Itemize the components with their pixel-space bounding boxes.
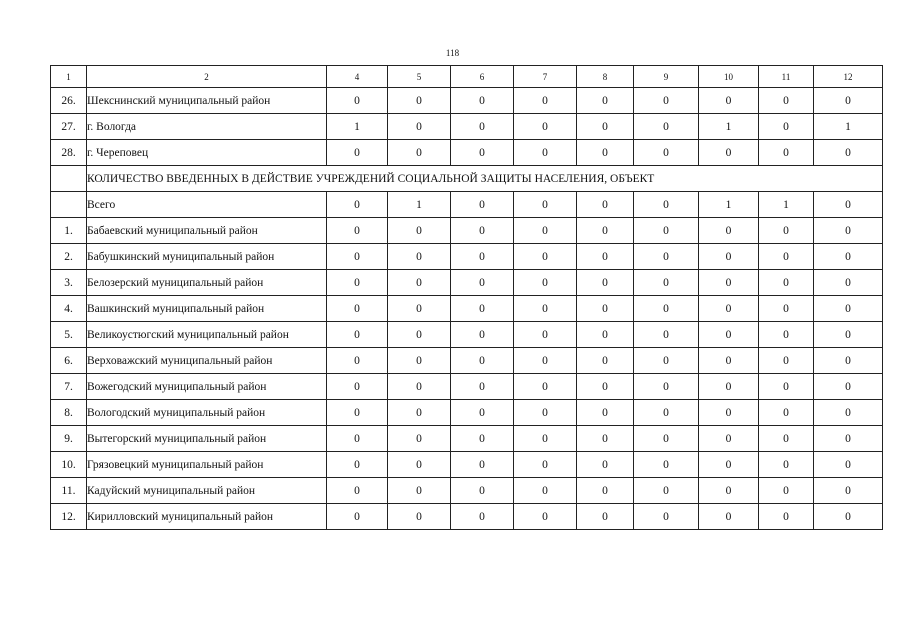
row-index: 2. xyxy=(51,244,87,270)
value-cell: 0 xyxy=(327,478,388,504)
column-header: 4 xyxy=(327,66,388,88)
value-cell: 0 xyxy=(699,374,759,400)
value-cell: 0 xyxy=(388,322,451,348)
value-cell: 0 xyxy=(634,296,699,322)
value-cell: 0 xyxy=(814,140,883,166)
value-cell: 0 xyxy=(634,140,699,166)
value-cell: 1 xyxy=(814,114,883,140)
value-cell: 0 xyxy=(514,504,577,530)
column-header: 12 xyxy=(814,66,883,88)
column-header: 10 xyxy=(699,66,759,88)
district-name: г. Вологда xyxy=(87,114,327,140)
value-cell: 0 xyxy=(451,374,514,400)
value-cell: 0 xyxy=(814,322,883,348)
row-index: 10. xyxy=(51,452,87,478)
value-cell: 0 xyxy=(634,322,699,348)
value-cell: 0 xyxy=(451,322,514,348)
value-cell: 0 xyxy=(634,270,699,296)
value-cell: 0 xyxy=(759,348,814,374)
district-name: Кадуйский муниципальный район xyxy=(87,478,327,504)
value-cell: 0 xyxy=(699,348,759,374)
table-row xyxy=(51,374,883,400)
value-cell: 0 xyxy=(388,244,451,270)
value-cell: 0 xyxy=(327,400,388,426)
district-name: Всего xyxy=(87,192,327,218)
value-cell: 0 xyxy=(634,452,699,478)
value-cell: 0 xyxy=(327,374,388,400)
value-cell: 0 xyxy=(634,504,699,530)
value-cell: 0 xyxy=(451,88,514,114)
value-cell: 0 xyxy=(327,296,388,322)
table-row xyxy=(51,400,883,426)
value-cell: 1 xyxy=(759,192,814,218)
section-title: КОЛИЧЕСТВО ВВЕДЕННЫХ В ДЕЙСТВИЕ УЧРЕЖДЕНИЙ СОЦИАЛЬНОЙ ЗАЩИТЫ НАСЕЛЕНИЯ, ОБЪЕКТ xyxy=(87,166,883,192)
column-number-header-row xyxy=(51,66,883,88)
row-index: 4. xyxy=(51,296,87,322)
value-cell: 0 xyxy=(451,192,514,218)
district-name: Грязовецкий муниципальный район xyxy=(87,452,327,478)
value-cell: 0 xyxy=(327,348,388,374)
value-cell: 0 xyxy=(577,140,634,166)
value-cell: 0 xyxy=(759,400,814,426)
value-cell: 0 xyxy=(814,348,883,374)
value-cell: 0 xyxy=(388,88,451,114)
table-row xyxy=(51,244,883,270)
table-row xyxy=(51,114,883,140)
value-cell: 0 xyxy=(451,426,514,452)
value-cell: 0 xyxy=(327,270,388,296)
value-cell: 0 xyxy=(514,296,577,322)
total-row xyxy=(51,192,883,218)
statistics-table xyxy=(50,65,883,530)
column-header: 8 xyxy=(577,66,634,88)
row-index: 26. xyxy=(51,88,87,114)
value-cell: 0 xyxy=(388,140,451,166)
table-row xyxy=(51,140,883,166)
value-cell: 0 xyxy=(634,374,699,400)
value-cell: 0 xyxy=(759,478,814,504)
row-index: 8. xyxy=(51,400,87,426)
table-row xyxy=(51,504,883,530)
district-name: Бабушкинский муниципальный район xyxy=(87,244,327,270)
value-cell: 0 xyxy=(699,504,759,530)
row-index: 1. xyxy=(51,218,87,244)
value-cell: 0 xyxy=(814,88,883,114)
value-cell: 0 xyxy=(577,504,634,530)
value-cell: 0 xyxy=(388,296,451,322)
value-cell: 0 xyxy=(814,426,883,452)
table-row xyxy=(51,322,883,348)
district-name: Вытегорский муниципальный район xyxy=(87,426,327,452)
value-cell: 0 xyxy=(634,88,699,114)
value-cell: 0 xyxy=(451,244,514,270)
value-cell: 0 xyxy=(451,348,514,374)
value-cell: 0 xyxy=(388,400,451,426)
value-cell: 0 xyxy=(759,88,814,114)
value-cell: 0 xyxy=(577,426,634,452)
value-cell: 0 xyxy=(577,270,634,296)
row-index: 12. xyxy=(51,504,87,530)
value-cell: 0 xyxy=(577,296,634,322)
value-cell: 0 xyxy=(814,270,883,296)
value-cell: 0 xyxy=(577,400,634,426)
value-cell: 0 xyxy=(699,244,759,270)
value-cell: 0 xyxy=(388,478,451,504)
row-index: 3. xyxy=(51,270,87,296)
value-cell: 0 xyxy=(634,400,699,426)
value-cell: 0 xyxy=(634,114,699,140)
value-cell: 0 xyxy=(814,478,883,504)
value-cell: 0 xyxy=(327,452,388,478)
value-cell: 0 xyxy=(577,88,634,114)
value-cell: 1 xyxy=(327,114,388,140)
value-cell: 0 xyxy=(759,504,814,530)
value-cell: 0 xyxy=(577,348,634,374)
value-cell: 0 xyxy=(699,426,759,452)
value-cell: 0 xyxy=(759,270,814,296)
value-cell: 0 xyxy=(451,296,514,322)
value-cell: 0 xyxy=(699,478,759,504)
value-cell: 0 xyxy=(759,244,814,270)
district-name: Бабаевский муниципальный район xyxy=(87,218,327,244)
district-name: Кирилловский муниципальный район xyxy=(87,504,327,530)
value-cell: 0 xyxy=(577,114,634,140)
column-header: 2 xyxy=(87,66,327,88)
value-cell: 0 xyxy=(388,504,451,530)
value-cell: 0 xyxy=(814,452,883,478)
district-name: Вожегодский муниципальный район xyxy=(87,374,327,400)
table-row xyxy=(51,348,883,374)
value-cell: 0 xyxy=(577,218,634,244)
value-cell: 0 xyxy=(514,348,577,374)
row-index: 9. xyxy=(51,426,87,452)
value-cell: 0 xyxy=(388,348,451,374)
page-number: 118 xyxy=(445,48,460,58)
value-cell: 0 xyxy=(514,114,577,140)
value-cell: 0 xyxy=(514,478,577,504)
table-row xyxy=(51,426,883,452)
value-cell: 1 xyxy=(699,192,759,218)
row-index: 11. xyxy=(51,478,87,504)
value-cell: 0 xyxy=(699,140,759,166)
value-cell: 0 xyxy=(814,374,883,400)
value-cell: 0 xyxy=(759,374,814,400)
value-cell: 0 xyxy=(327,140,388,166)
table-row xyxy=(51,478,883,504)
value-cell: 0 xyxy=(327,322,388,348)
value-cell: 0 xyxy=(514,270,577,296)
district-name: Вологодский муниципальный район xyxy=(87,400,327,426)
value-cell: 1 xyxy=(388,192,451,218)
table-row xyxy=(51,88,883,114)
value-cell: 0 xyxy=(759,114,814,140)
district-name: г. Череповец xyxy=(87,140,327,166)
row-index: 28. xyxy=(51,140,87,166)
value-cell: 0 xyxy=(814,218,883,244)
district-name: Шекснинский муниципальный район xyxy=(87,88,327,114)
value-cell: 0 xyxy=(759,218,814,244)
district-name: Вашкинский муниципальный район xyxy=(87,296,327,322)
value-cell: 0 xyxy=(699,400,759,426)
value-cell: 0 xyxy=(451,140,514,166)
column-header: 5 xyxy=(388,66,451,88)
row-index: 5. xyxy=(51,322,87,348)
value-cell: 0 xyxy=(814,296,883,322)
column-header: 7 xyxy=(514,66,577,88)
value-cell: 0 xyxy=(451,270,514,296)
row-index: 7. xyxy=(51,374,87,400)
value-cell: 0 xyxy=(388,426,451,452)
value-cell: 0 xyxy=(814,244,883,270)
value-cell: 0 xyxy=(388,452,451,478)
row-index: 6. xyxy=(51,348,87,374)
value-cell: 0 xyxy=(514,426,577,452)
district-name: Великоустюгский муниципальный район xyxy=(87,322,327,348)
value-cell: 0 xyxy=(514,400,577,426)
value-cell: 0 xyxy=(327,218,388,244)
value-cell: 0 xyxy=(759,426,814,452)
value-cell: 0 xyxy=(699,322,759,348)
value-cell: 0 xyxy=(814,504,883,530)
value-cell: 0 xyxy=(634,348,699,374)
district-name: Верховажский муниципальный район xyxy=(87,348,327,374)
value-cell: 0 xyxy=(577,322,634,348)
column-header: 1 xyxy=(51,66,87,88)
value-cell: 0 xyxy=(327,504,388,530)
section-index-cell xyxy=(51,166,87,192)
value-cell: 0 xyxy=(451,452,514,478)
value-cell: 0 xyxy=(634,244,699,270)
value-cell: 0 xyxy=(327,88,388,114)
section-title-row xyxy=(51,166,883,192)
value-cell: 0 xyxy=(388,270,451,296)
value-cell: 0 xyxy=(634,478,699,504)
value-cell: 0 xyxy=(451,218,514,244)
value-cell: 0 xyxy=(577,192,634,218)
value-cell: 0 xyxy=(577,374,634,400)
value-cell: 0 xyxy=(451,478,514,504)
value-cell: 0 xyxy=(514,322,577,348)
value-cell: 0 xyxy=(388,218,451,244)
value-cell: 0 xyxy=(514,218,577,244)
column-header: 9 xyxy=(634,66,699,88)
value-cell: 0 xyxy=(514,374,577,400)
table-row xyxy=(51,296,883,322)
table-row xyxy=(51,270,883,296)
column-header: 11 xyxy=(759,66,814,88)
value-cell: 0 xyxy=(514,244,577,270)
value-cell: 0 xyxy=(634,426,699,452)
value-cell: 0 xyxy=(327,426,388,452)
value-cell: 0 xyxy=(514,140,577,166)
column-header: 6 xyxy=(451,66,514,88)
value-cell: 0 xyxy=(699,296,759,322)
row-index: 27. xyxy=(51,114,87,140)
value-cell: 0 xyxy=(388,114,451,140)
value-cell: 0 xyxy=(514,452,577,478)
value-cell: 0 xyxy=(388,374,451,400)
value-cell: 0 xyxy=(814,192,883,218)
value-cell: 0 xyxy=(699,270,759,296)
table-row xyxy=(51,218,883,244)
value-cell: 0 xyxy=(577,452,634,478)
value-cell: 0 xyxy=(699,452,759,478)
value-cell: 0 xyxy=(327,244,388,270)
row-index xyxy=(51,192,87,218)
value-cell: 0 xyxy=(451,504,514,530)
value-cell: 0 xyxy=(577,244,634,270)
value-cell: 0 xyxy=(814,400,883,426)
district-name: Белозерский муниципальный район xyxy=(87,270,327,296)
table-row xyxy=(51,452,883,478)
value-cell: 0 xyxy=(634,218,699,244)
value-cell: 0 xyxy=(759,452,814,478)
value-cell: 0 xyxy=(759,296,814,322)
value-cell: 0 xyxy=(699,218,759,244)
value-cell: 0 xyxy=(577,478,634,504)
value-cell: 0 xyxy=(514,192,577,218)
value-cell: 1 xyxy=(699,114,759,140)
value-cell: 0 xyxy=(451,114,514,140)
value-cell: 0 xyxy=(514,88,577,114)
value-cell: 0 xyxy=(699,88,759,114)
value-cell: 0 xyxy=(759,322,814,348)
value-cell: 0 xyxy=(759,140,814,166)
value-cell: 0 xyxy=(451,400,514,426)
value-cell: 0 xyxy=(634,192,699,218)
value-cell: 0 xyxy=(327,192,388,218)
